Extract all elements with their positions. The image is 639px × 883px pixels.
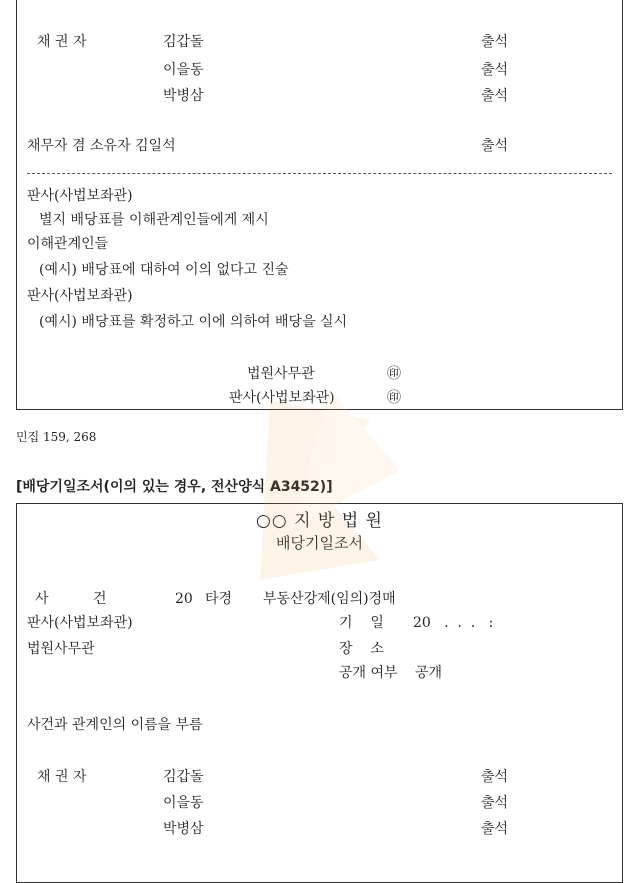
creditor-status-2: 출석	[481, 62, 509, 78]
top-record-box	[16, 0, 623, 410]
section-heading: [배당기일조서(이의 있는 경우, 전산양식 A3452)]	[16, 479, 333, 495]
record-line-3: 이해관계인들	[27, 236, 109, 252]
record-line-4: (예시) 배당표에 대하여 이의 없다고 진술	[39, 262, 289, 278]
creditor-label: 채 권 자	[37, 34, 87, 50]
footnote-citation: 민집 159, 268	[16, 430, 97, 444]
form-creditor-name-2: 이을동	[163, 795, 204, 811]
seal-mark-clerk: ㊞	[387, 366, 401, 382]
date-value: 20 . . . :	[413, 615, 494, 631]
form-title: 배당기일조서	[276, 534, 363, 552]
record-line-5: 판사(사법보좌관)	[27, 288, 133, 304]
record-line-2: 별지 배당표를 이해관계인들에게 제시	[39, 212, 269, 228]
creditor-name-3: 박병삼	[163, 88, 204, 104]
sign-role-judge: 판사(사법보좌관)	[229, 390, 335, 406]
sign-role-clerk: 법원사무관	[247, 366, 315, 382]
place-label: 장 소	[339, 641, 384, 657]
public-label: 공개 여부	[339, 665, 398, 681]
case-type: 타경	[205, 591, 233, 607]
record-line-6: (예시) 배당표를 확정하고 이에 의하여 배당을 실시	[39, 314, 348, 330]
form-box	[16, 503, 623, 883]
form-creditor-status-2: 출석	[481, 795, 509, 811]
creditor-status-1: 출석	[481, 34, 509, 50]
case-name: 부동산강제(임의)경매	[263, 591, 396, 607]
case-year: 20	[175, 591, 193, 607]
date-label: 기 일	[339, 615, 384, 631]
form-creditor-label: 채 권 자	[37, 769, 87, 785]
court-name: ○○ 지 방 법 원	[256, 511, 383, 531]
form-creditor-status-3: 출석	[481, 821, 509, 837]
creditor-name-1: 김갑돌	[163, 34, 204, 50]
creditor-name-2: 이을동	[163, 62, 204, 78]
record-line-1: 판사(사법보좌관)	[27, 188, 133, 204]
call-names-text: 사건과 관계인의 이름을 부름	[27, 717, 203, 733]
form-creditor-status-1: 출석	[481, 769, 509, 785]
dashed-divider	[27, 173, 612, 174]
form-creditor-name-1: 김갑돌	[163, 769, 204, 785]
clerk-label: 법원사무관	[27, 641, 95, 657]
seal-mark-judge: ㊞	[387, 390, 401, 406]
debtor-label: 채무자 겸 소유자 김일석	[27, 138, 176, 154]
judge-label: 판사(사법보좌관)	[27, 615, 133, 631]
debtor-status: 출석	[481, 138, 509, 154]
creditor-status-3: 출석	[481, 88, 509, 104]
form-creditor-name-3: 박병삼	[163, 821, 204, 837]
case-label: 사 건	[35, 591, 107, 607]
public-value: 공개	[415, 665, 443, 681]
